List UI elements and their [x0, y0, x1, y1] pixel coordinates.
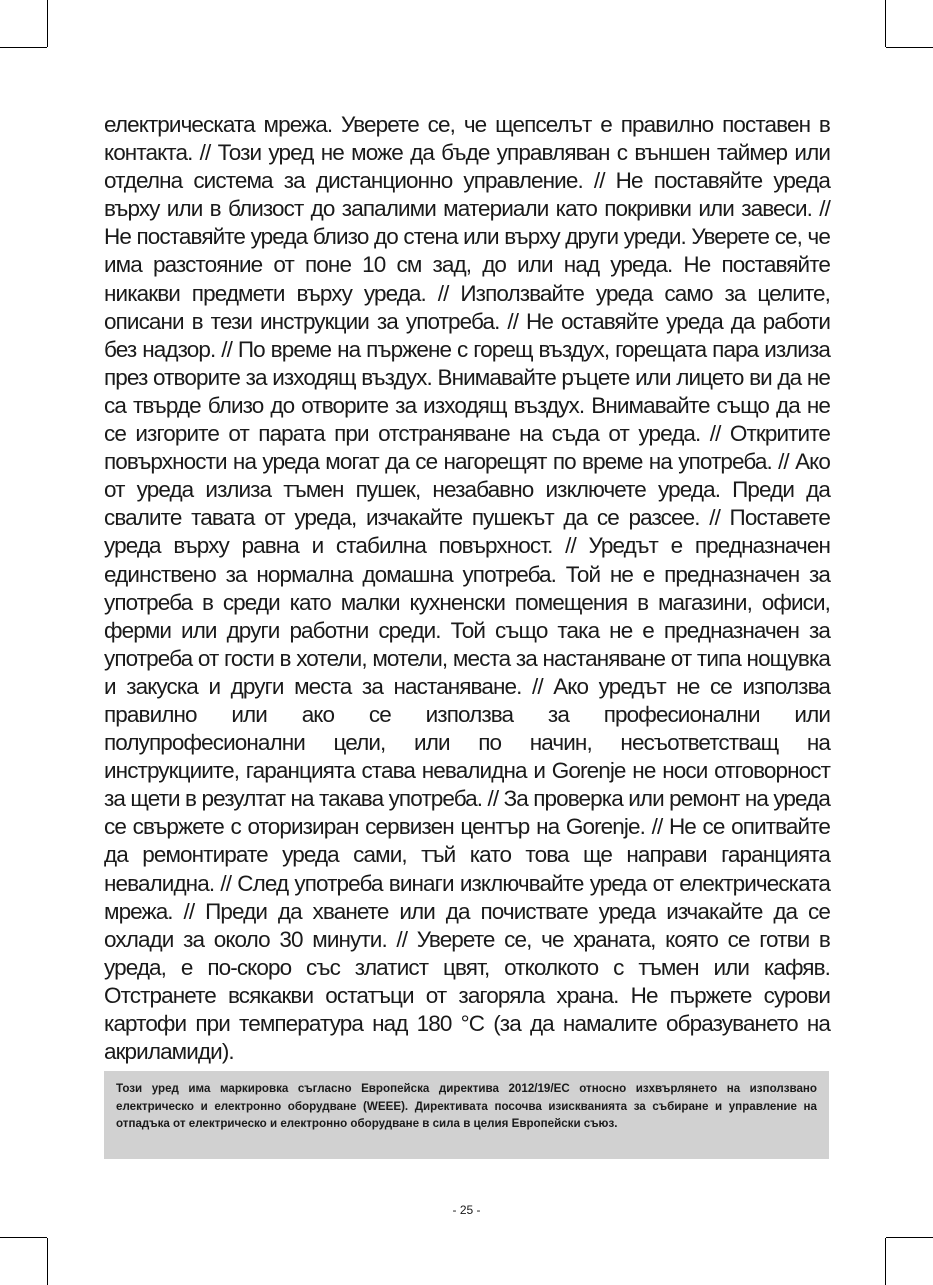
weee-notice-text: Този уред има маркировка съгласно Европейска директива 2012/19/EC относно изхвърлянето на използвано електрическо и електронно оборудване (WEEE). Директивата посочва изискванията за събиране и управление на отпадъка от електрическо и електронно оборудване в сила в целия Европейски съюз. — [116, 1082, 817, 1130]
crop-mark-bottom-left-h — [0, 1237, 47, 1238]
crop-mark-top-left — [47, 0, 48, 47]
safety-instructions-text: електрическата мрежа. Уверете се, че щепселът е правилно поставен в контакта. // Този уред не може да бъде управляван с външен таймер или отделна система за дистанционно управление. // Не поставяйте уреда върху или в близост до запалими материали като покривки или завеси. // Не поставяйте уреда близо до стена или върху други уреди. Уверете се, че има разстояние от поне 10 см зад, до или над уреда. Не поставяйте никакви предмети върху уреда. // Използвайте уреда само за целите, описани в тези инструкции за употреба. // Не оставяйте уреда да работи без надзор. // По време на пържене с горещ въздух, горещата пара излиза през отворите за изходящ въздух. Внимавайте ръцете или лицето ви да не са твърде близо до отворите за изходящ въздух. Внимавайте също да не се изгорите от парата при отстраняване на съда от уреда. // Откритите повърхности на уреда могат да се нагорещят по време на употреба. // Ако от уреда излиза тъмен пушек, незабавно изключете уреда. Преди да свалите тавата от уреда, изчакайте пушекът да се разсее. // Поставете уреда върху равна и стабилна повърхност. // Уредът е предназначен единствено за нормална домашна употреба. Той не е предназначен за употреба в среди като малки кухненски помещения в магазини, офиси, ферми или други работни среди. Той също така не е предназначен за употреба от гости в хотели, мотели, места за настаняване от типа нощувка и закуска и други места за настаняване. // Ако уредът не се използва правилно или ако се използва за професионални или полупрофесионални цели, или по начин, несъответстващ на инструкциите, гаранцията става невалидна и Gorenje не носи отговорност за щети в резултат на такава употреба. // За проверка или ремонт на уреда се свържете с оторизиран сервизен център на Gorenje. // Не се опитвайте да ремонтирате уреда сами, тъй като това ще направи гаранцията невалидна. // След употреба винаги изключвайте уреда от електрическата мрежа. // Преди да хванете или да почиствате уреда изчакайте да се охлади за около 30 минути. // Уверете се, че храната, която се готви в уреда, е по-скоро със златист цвят, отколкото с тъмен или кафяв. Отстранете всякакви остатъци от загоряла храна. Не пържете сурови картофи при температура над 180 °C (за да намалите образуването на акриламиди). — [104, 112, 830, 1065]
page-number: - 25 - — [452, 1203, 481, 1217]
crop-mark-top-right — [885, 0, 886, 47]
crop-mark-top-right-h — [886, 47, 933, 48]
weee-notice-box — [104, 1071, 829, 1159]
crop-mark-bottom-right — [885, 1238, 886, 1285]
crop-mark-top-left-h — [0, 47, 47, 48]
crop-mark-bottom-left — [47, 1238, 48, 1285]
crop-mark-bottom-right-h — [886, 1237, 933, 1238]
